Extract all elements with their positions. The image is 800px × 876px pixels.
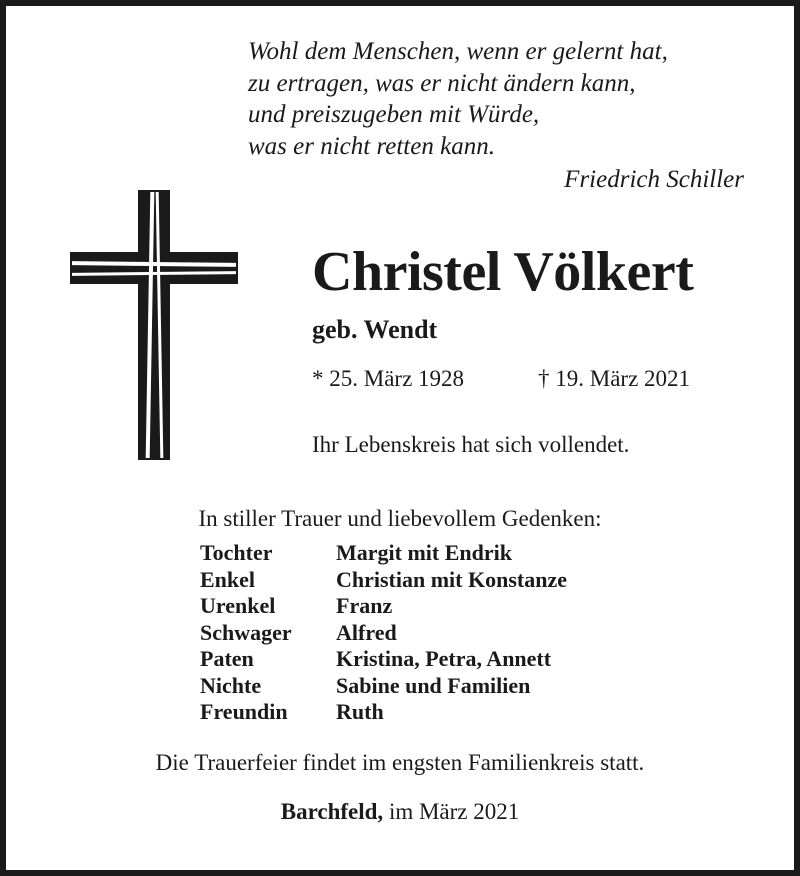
place: Barchfeld, [280, 799, 384, 824]
mourner-names: Franz [336, 593, 393, 618]
birth-name: geb. Wendt [312, 315, 438, 344]
mourner-row [200, 673, 567, 700]
quote [248, 36, 748, 162]
mourner-row [200, 699, 567, 726]
quote-line: und preiszugeben mit Würde, [248, 101, 540, 128]
mourner-relation: Tochter [200, 540, 273, 565]
mourner-names: Margit mit Endrik [336, 540, 512, 565]
mourning-intro: In stiller Trauer und liebevollem Gedenken: [198, 506, 602, 531]
mourner-names: Alfred [336, 619, 397, 645]
mourner-row [200, 620, 567, 647]
funeral-note: Die Trauerfeier findet im engsten Familienkreis statt. [155, 750, 645, 775]
mourner-row [200, 646, 567, 673]
mourners-list [200, 540, 567, 726]
mourner-row [200, 540, 567, 567]
place-date [0, 799, 800, 825]
mourner-names: Christian mit Konstanze [336, 566, 567, 592]
date: im März 2021 [388, 799, 520, 824]
mourner-names: Sabine und Familien [336, 672, 531, 698]
mourner-names: Ruth [336, 699, 384, 724]
mourner-relation: Schwager [200, 619, 292, 645]
mourner-row [200, 567, 567, 594]
quote-line: Wohl dem Menschen, wenn er gelernt hat, [248, 38, 668, 65]
quote-author: Friedrich Schiller [564, 166, 744, 193]
mourner-relation: Nichte [200, 672, 262, 698]
mourner-names: Kristina, Petra, Annett [336, 646, 552, 671]
mourner-relation: Enkel [200, 566, 256, 592]
mourner-relation: Freundin [200, 699, 288, 724]
quote-line: was er nicht retten kann. [248, 132, 495, 160]
mourner-relation: Urenkel [200, 593, 276, 618]
closing-line: Ihr Lebenskreis hat sich vollendet. [312, 432, 630, 457]
mourner-row [200, 593, 567, 620]
mourner-relation: Paten [200, 646, 254, 671]
cross-icon [70, 190, 238, 460]
quote-line: zu ertragen, was er nicht ändern kann, [248, 69, 636, 97]
birth-date: * 25. März 1928 [312, 366, 465, 391]
death-date: † 19. März 2021 [538, 366, 691, 391]
deceased-name: Christel Völkert [312, 241, 694, 303]
